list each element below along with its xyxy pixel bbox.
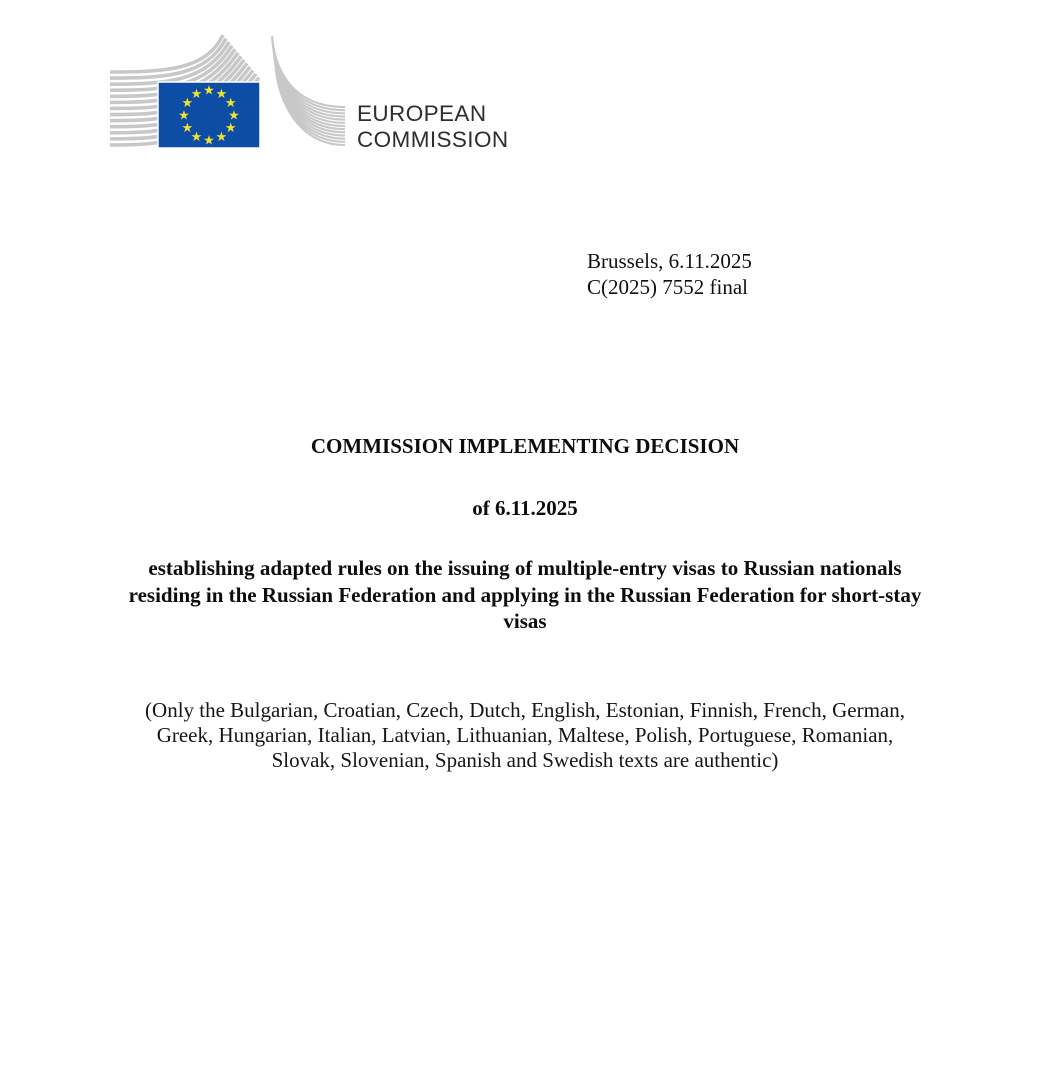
document-date-line: of 6.11.2025 <box>472 496 578 520</box>
svg-text:★: ★ <box>228 108 240 124</box>
date-reference-block <box>587 248 752 300</box>
european-commission-emblem <box>108 28 348 163</box>
subject-line-2: residing in the Russian Federation and applying in the Russian Federation for short-stay <box>128 582 922 607</box>
svg-text:★: ★ <box>203 83 215 99</box>
svg-text:★: ★ <box>224 96 237 111</box>
note-line-1: (Only the Bulgarian, Croatian, Czech, Dutch, English, Estonian, Finnish, French, German, <box>145 698 905 722</box>
svg-text:★: ★ <box>181 121 194 136</box>
svg-text:★: ★ <box>178 108 190 124</box>
document-reference: C(2025) 7552 final <box>587 275 748 299</box>
svg-text:★: ★ <box>203 133 215 149</box>
document-title: COMMISSION IMPLEMENTING DECISION <box>310 434 740 458</box>
svg-text:★: ★ <box>224 121 237 136</box>
waves-right-icon <box>272 36 345 145</box>
svg-text:★: ★ <box>181 96 194 111</box>
wordmark-line-european: EUROPEAN <box>357 101 487 126</box>
note-line-2: Greek, Hungarian, Italian, Latvian, Lithuanian, Maltese, Polish, Portuguese, Romanian, <box>156 723 894 747</box>
document-subject <box>85 555 965 635</box>
subject-line-3: visas <box>503 609 547 633</box>
authenticity-note <box>85 698 965 773</box>
svg-text:★: ★ <box>215 86 228 102</box>
note-line-3: Slovak, Slovenian, Spanish and Swedish texts are authentic) <box>271 748 779 772</box>
place-date: Brussels, 6.11.2025 <box>587 249 752 273</box>
commission-wordmark <box>357 101 509 152</box>
svg-text:★: ★ <box>215 130 228 146</box>
svg-text:★: ★ <box>190 130 203 146</box>
subject-line-1: establishing adapted rules on the issuing of multiple-entry visas to Russian nationals <box>148 556 902 580</box>
wordmark-line-commission: COMMISSION <box>357 126 509 152</box>
svg-text:★: ★ <box>190 86 203 102</box>
